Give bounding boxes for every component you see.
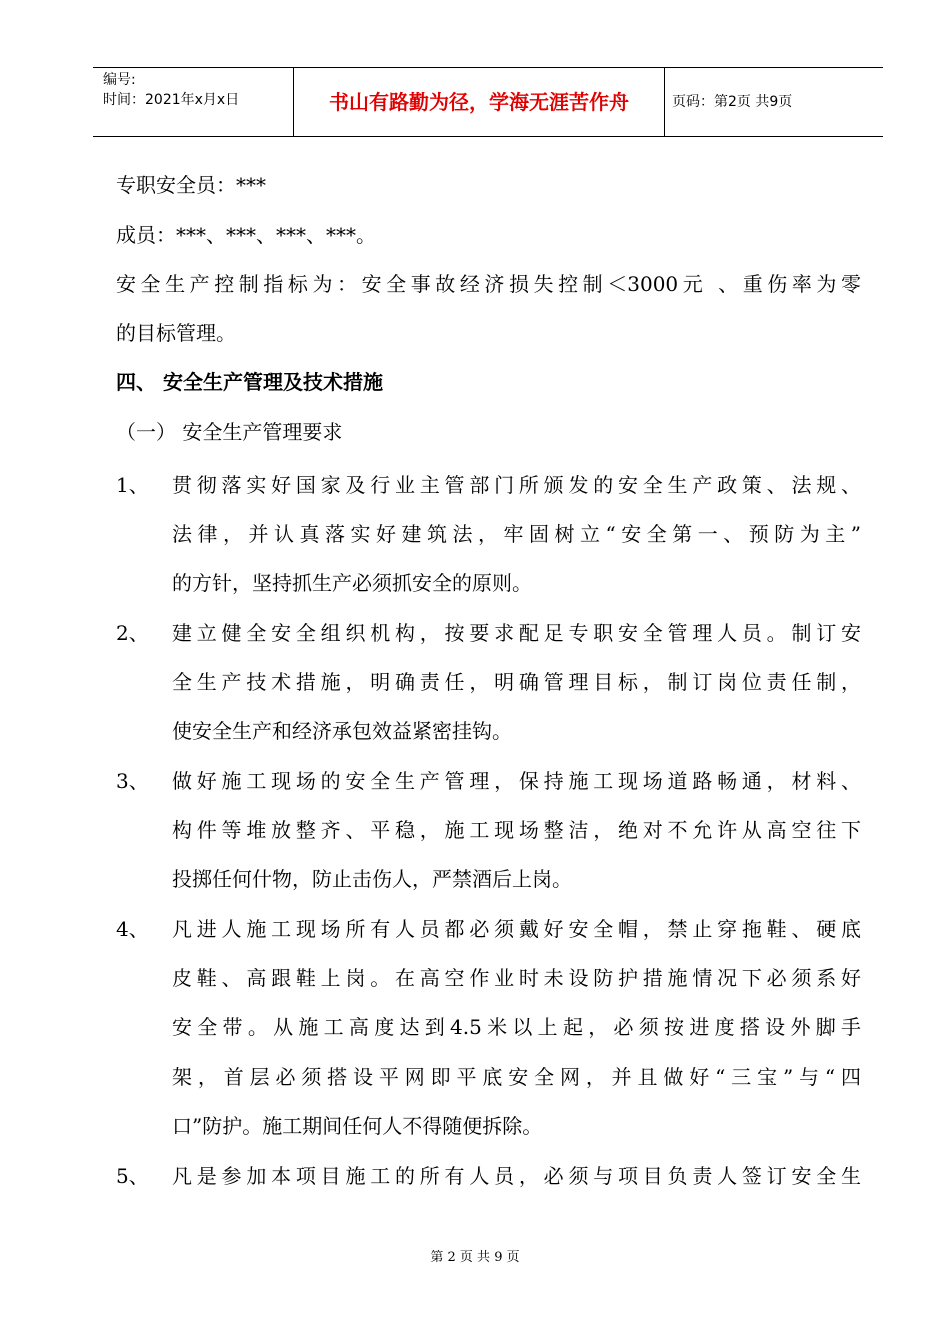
- time-label: 时间：2021年x月x日: [103, 92, 240, 108]
- item-line: 安全带。从施工高度达到4.5米以上起，必须按进度搭设外脚手: [172, 1015, 861, 1039]
- members-line: 成员：***、***、***、***。: [116, 223, 376, 247]
- item-line: 贯彻落实好国家及行业主管部门所颁发的安全生产政策、法规、: [172, 473, 861, 497]
- subsection-title: （一） 安全生产管理要求: [116, 420, 343, 444]
- item-line: 凡进人施工现场所有人员都必须戴好安全帽，禁止穿拖鞋、硬底: [172, 917, 861, 941]
- item-number: 5、: [116, 1164, 149, 1188]
- target-line-2: 的目标管理。: [116, 321, 236, 345]
- serial-label: 编号:: [103, 72, 136, 88]
- header-info-cell: [93, 68, 293, 136]
- item-number: 1、: [116, 473, 149, 497]
- target-line-1: 安全生产控制指标为：安全事故经济损失控制＜3000元 、重伤率为零: [116, 272, 861, 296]
- page-header: [93, 67, 883, 137]
- item-line: 的方针，坚持抓生产必须抓安全的原则。: [172, 571, 532, 595]
- page-footer: 第 2 页 共 9 页: [430, 1250, 520, 1265]
- section-title: 四、 安全生产管理及技术措施: [116, 370, 383, 394]
- header-page-cell: [664, 68, 883, 136]
- item-number: 3、: [116, 769, 149, 793]
- item-number: 4、: [116, 917, 149, 941]
- item-number: 2、: [116, 621, 149, 645]
- item-line: 构件等堆放整齐、平稳，施工现场整洁，绝对不允许从高空往下: [172, 818, 861, 842]
- item-line: 凡是参加本项目施工的所有人员，必须与项目负责人签订安全生: [172, 1164, 861, 1188]
- item-line: 做好施工现场的安全生产管理，保持施工现场道路畅通，材料、: [172, 769, 861, 793]
- safety-officer-line: 专职安全员：***: [116, 173, 266, 197]
- item-line: 全生产技术措施，明确责任，明确管理目标，制订岗位责任制，: [172, 670, 861, 694]
- item-line: 皮鞋、高跟鞋上岗。在高空作业时未设防护措施情况下必须系好: [172, 966, 861, 990]
- header-page-info: 页码：第2页 共9页: [672, 94, 793, 110]
- motto: 书山有路勤为径，学海无涯苦作舟: [329, 90, 629, 114]
- item-line: 使安全生产和经济承包效益紧密挂钩。: [172, 719, 512, 743]
- item-line: 口”防护。施工期间任何人不得随便拆除。: [172, 1114, 543, 1138]
- item-line: 建立健全安全组织机构，按要求配足专职安全管理人员。制订安: [172, 621, 861, 645]
- header-motto-cell: [293, 68, 665, 136]
- item-line: 法律，并认真落实好建筑法，牢固树立“安全第一、预防为主”: [172, 522, 861, 546]
- item-line: 架，首层必须搭设平网即平底安全网，并且做好“三宝”与“四: [172, 1065, 861, 1089]
- item-line: 投掷任何什物，防止击伤人，严禁酒后上岗。: [172, 867, 572, 891]
